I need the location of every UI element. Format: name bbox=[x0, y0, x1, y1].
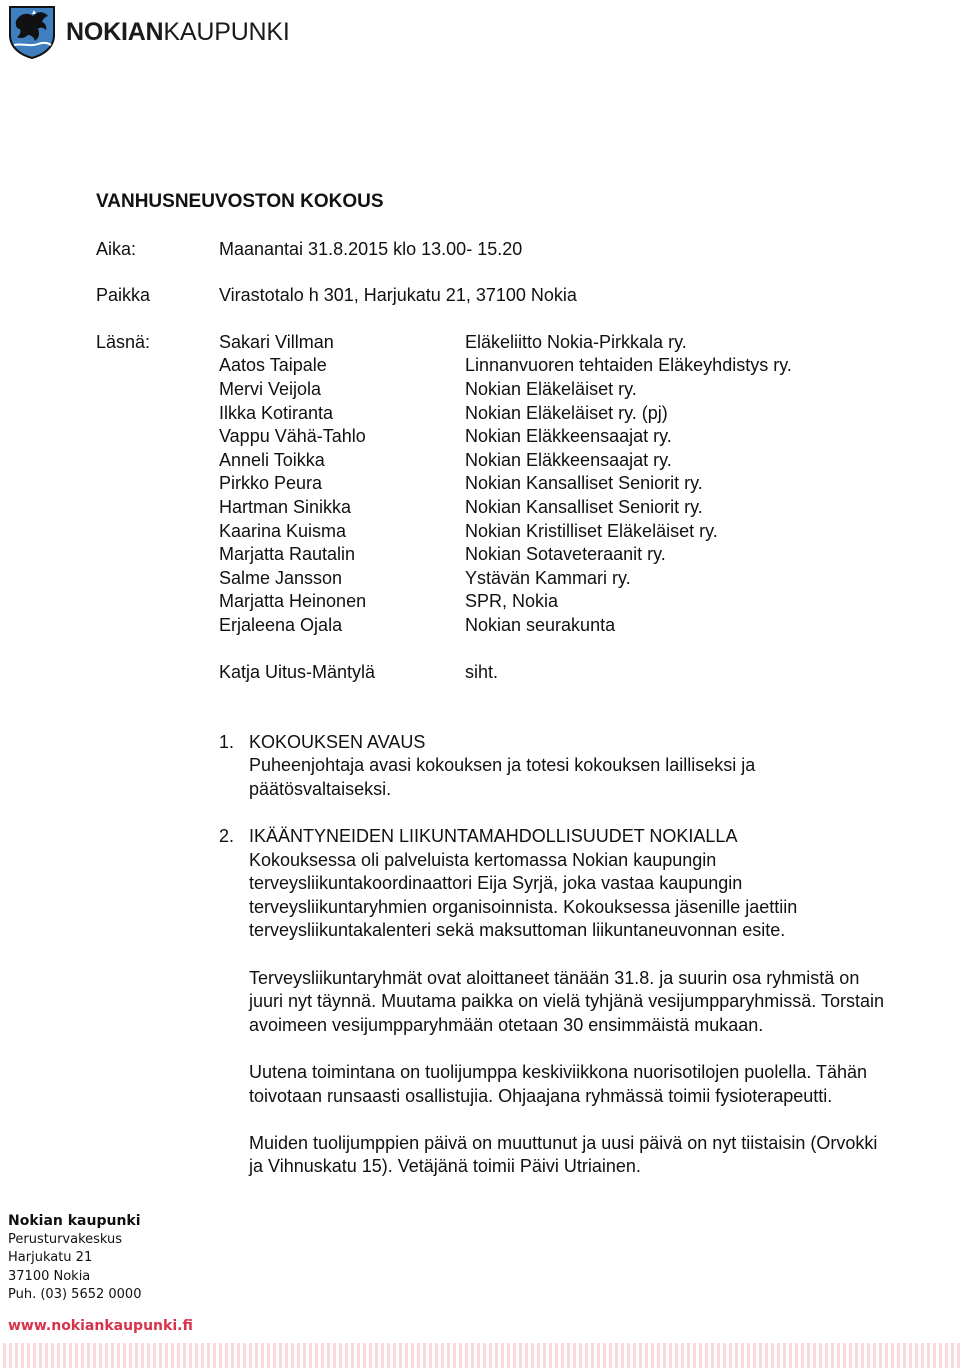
attendee-organization: Nokian Kansalliset Seniorit ry. bbox=[465, 473, 703, 494]
attendee-row bbox=[219, 496, 926, 520]
agenda-item-paragraph: Terveysliikuntaryhmät ovat aloittaneet tänään 31.8. ja suurin osa ryhmistä on juuri nyt täynnä. Muutama paikka on vielä tyhjänä vesijumpparyhmissä. Torstain avoimeen vesijumpparyhmään otetaan 30 ensimmäistä mukaan. bbox=[249, 967, 884, 1035]
attendee-row bbox=[219, 354, 926, 378]
attendee-row bbox=[219, 472, 926, 496]
attendee-row bbox=[219, 425, 926, 449]
brand-name-bold: NOKIAN bbox=[66, 17, 164, 46]
footer-unit: Perusturvakeskus bbox=[8, 1231, 123, 1247]
attendee-organization: Nokian Eläkkeensaajat ry. bbox=[465, 449, 672, 470]
attendee-name: Kaarina Kuisma bbox=[219, 520, 347, 541]
attendee-row bbox=[219, 543, 926, 567]
secretary-row bbox=[219, 661, 926, 685]
agenda-item-body bbox=[249, 825, 926, 1179]
agenda-item-body bbox=[249, 731, 926, 802]
attendee-name: Marjatta Rautalin bbox=[219, 544, 356, 565]
attendee-name: Vappu Vähä-Tahlo bbox=[219, 426, 366, 447]
attendee-name: Anneli Toikka bbox=[219, 449, 325, 470]
attendee-organization: Nokian Kristilliset Eläkeläiset ry. bbox=[465, 520, 718, 541]
footer-postal: 37100 Nokia bbox=[8, 1268, 91, 1284]
agenda-item-number: 2. bbox=[219, 826, 235, 847]
attendee-organization: Nokian Sotaveteraanit ry. bbox=[465, 544, 666, 565]
time-label: Aika: bbox=[96, 238, 137, 259]
attendee-organization: SPR, Nokia bbox=[465, 591, 559, 612]
attendee-organization: Eläkeliitto Nokia-Pirkkala ry. bbox=[465, 331, 687, 352]
brand-name-light: KAUPUNKI bbox=[163, 17, 290, 46]
page-header bbox=[8, 4, 290, 60]
agenda-item-number: 1. bbox=[219, 731, 235, 752]
attendee-organization: Linnanvuoren tehtaiden Eläkeyhdistys ry. bbox=[465, 355, 792, 376]
attendee-name: Mervi Veijola bbox=[219, 378, 322, 399]
document-body bbox=[96, 190, 926, 1203]
attendees-section bbox=[96, 331, 926, 685]
secretary-role: siht. bbox=[465, 662, 499, 683]
attendee-row bbox=[219, 331, 926, 355]
attendee-name: Hartman Sinikka bbox=[219, 496, 352, 517]
brand-logo-text bbox=[66, 17, 290, 46]
attendee-row bbox=[219, 378, 926, 402]
secretary-name: Katja Uitus-Mäntylä bbox=[219, 662, 376, 683]
attendee-name: Sakari Villman bbox=[219, 331, 334, 352]
agenda-item-paragraph: Kokouksessa oli palveluista kertomassa Nokian kaupungin terveysliikuntakoordinaattori Eija Syrjä, joka vastaa kaupungin terveysliikuntaryhmien organisoinnista. Kokouksessa jäsenille jaettiin terveysliikuntakalenteri sekä maksuttoman liikuntaneuvonnan esite. bbox=[249, 849, 798, 941]
attendee-row bbox=[219, 520, 926, 544]
attendee-organization: Nokian seurakunta bbox=[465, 614, 616, 635]
attendees-list bbox=[219, 331, 926, 685]
agenda-item-paragraph: Uutena toimintana on tuolijumppa keskiviikkona nuorisotilojen puolella. Tähän toivotaan runsaasti osallistujia. Ohjaajana ryhmässä toimii fysioterapeutti. bbox=[249, 1062, 868, 1106]
attendee-row bbox=[219, 614, 926, 638]
attendees-label: Läsnä: bbox=[96, 331, 151, 352]
attendee-name: Aatos Taipale bbox=[219, 355, 327, 376]
agenda-item-paragraph: Puheenjohtaja avasi kokouksen ja totesi kokouksen lailliseksi ja päätösvaltaiseksi. bbox=[249, 755, 756, 799]
place-value: Virastotalo h 301, Harjukatu 21, 37100 Nokia bbox=[219, 285, 577, 306]
attendee-organization: Nokian Eläkeläiset ry. (pj) bbox=[465, 402, 668, 423]
attendee-row bbox=[219, 590, 926, 614]
meeting-time-row bbox=[96, 238, 926, 262]
place-label: Paikka bbox=[96, 285, 151, 306]
attendee-organization: Nokian Kansalliset Seniorit ry. bbox=[465, 496, 703, 517]
attendee-spacer bbox=[219, 638, 926, 662]
agenda-item bbox=[219, 825, 926, 1179]
attendee-name: Pirkko Peura bbox=[219, 473, 323, 494]
time-value: Maanantai 31.8.2015 klo 13.00- 15.20 bbox=[219, 238, 523, 259]
nokia-city-crest-icon bbox=[8, 5, 56, 59]
agenda-item-heading: IKÄÄNTYNEIDEN LIIKUNTAMAHDOLLISUUDET NOKIALLA bbox=[249, 826, 738, 847]
attendee-name: Ilkka Kotiranta bbox=[219, 402, 334, 423]
agenda-item-heading: KOKOUKSEN AVAUS bbox=[249, 731, 426, 752]
attendee-organization: Ystävän Kammari ry. bbox=[465, 567, 631, 588]
attendee-name: Erjaleena Ojala bbox=[219, 614, 343, 635]
attendee-name: Marjatta Heinonen bbox=[219, 591, 367, 612]
attendee-name: Salme Jansson bbox=[219, 567, 343, 588]
footer-website-link[interactable]: www.nokiankaupunki.fi bbox=[8, 1317, 193, 1334]
footer-street: Harjukatu 21 bbox=[8, 1250, 93, 1265]
attendee-organization: Nokian Eläkeläiset ry. bbox=[465, 378, 637, 399]
attendee-organization: Nokian Eläkkeensaajat ry. bbox=[465, 426, 672, 447]
agenda-items bbox=[96, 731, 926, 1179]
agenda-item-paragraph: Muiden tuolijumppien päivä on muuttunut ja uusi päivä on nyt tiistaisin (Orvokki ja Vihnuskatu 15). Vetäjänä toimii Päivi Utriainen. bbox=[249, 1132, 878, 1177]
page-footer bbox=[8, 1212, 193, 1335]
attendee-row bbox=[219, 402, 926, 426]
footer-phone: Puh. (03) 5652 0000 bbox=[8, 1287, 142, 1302]
meeting-place-row bbox=[96, 284, 926, 308]
attendee-row bbox=[219, 567, 926, 591]
attendee-row bbox=[219, 449, 926, 473]
bottom-decorative-band bbox=[0, 1343, 960, 1368]
footer-organization: Nokian kaupunki bbox=[8, 1213, 141, 1229]
agenda-item bbox=[219, 731, 926, 802]
document-title: VANHUSNEUVOSTON KOKOUS bbox=[96, 191, 384, 212]
